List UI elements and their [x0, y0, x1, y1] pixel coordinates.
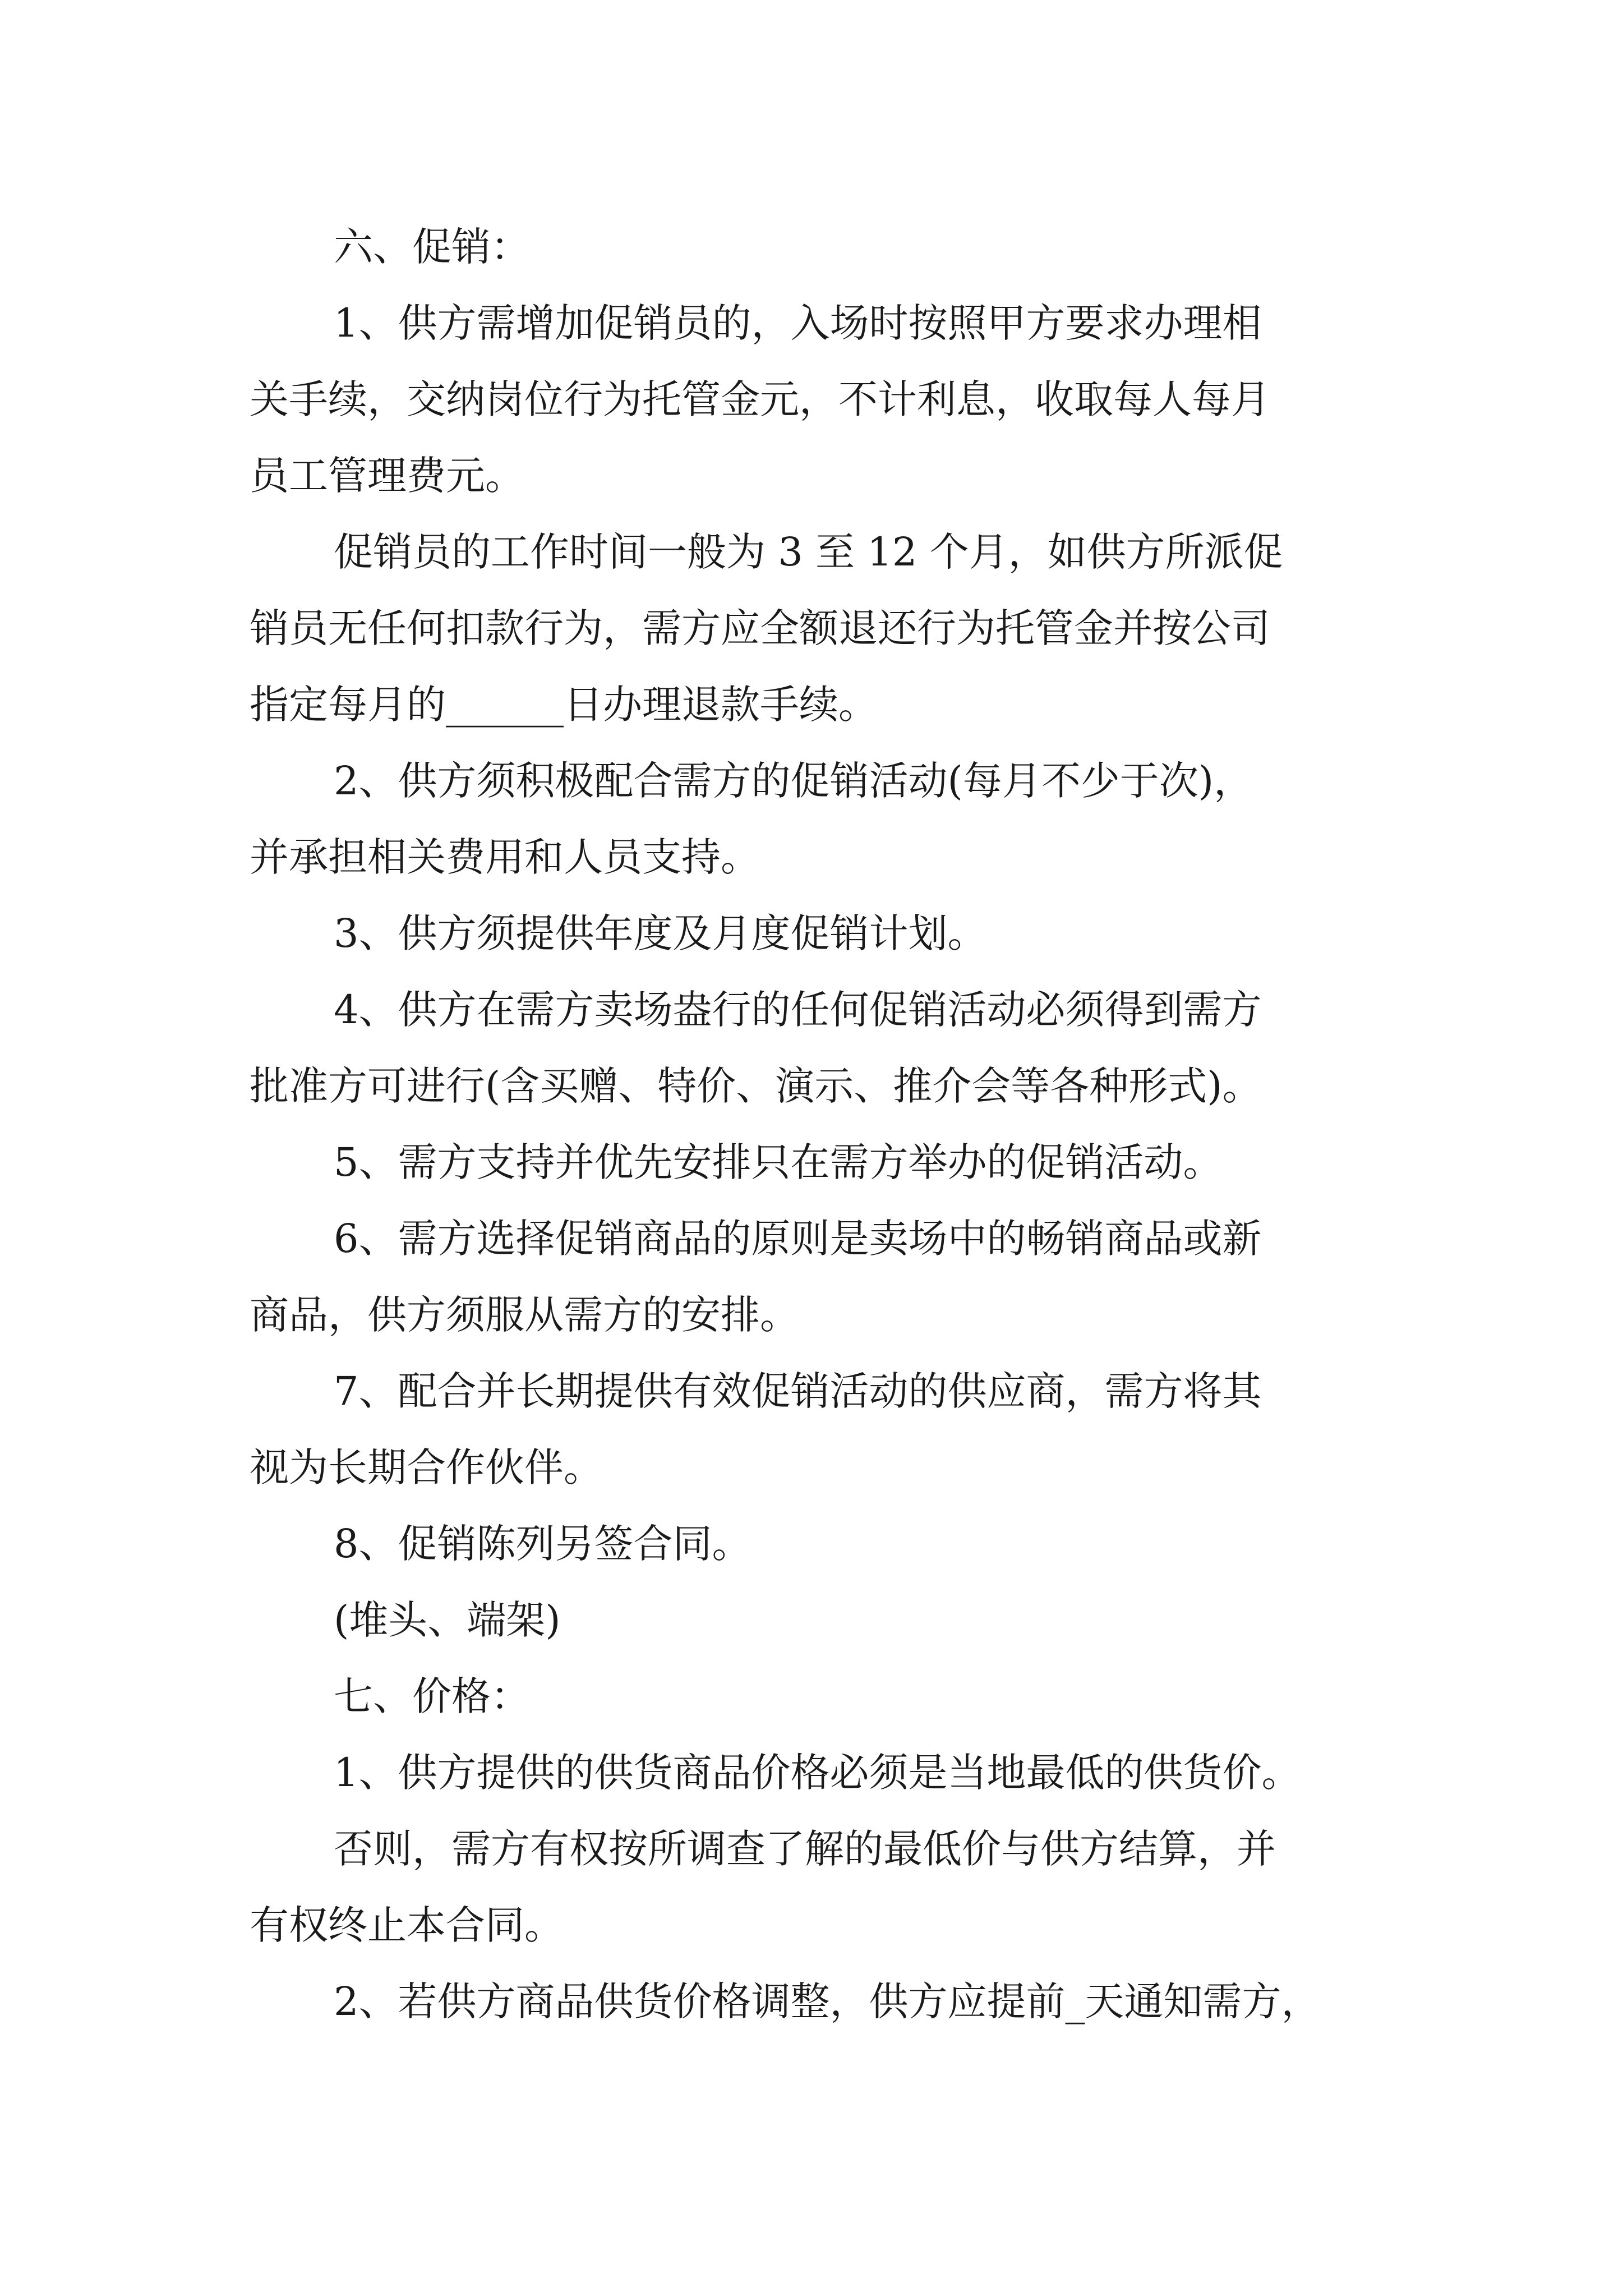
text-line: 7、配合并长期提供有效促销活动的供应商，需方将其 [334, 1368, 1262, 1414]
text-line: 4、供方在需方卖场盎行的任何促销活动必须得到需方 [334, 987, 1262, 1033]
text-line: (堆头、端架) [334, 1597, 561, 1643]
text-line: 否则，需方有权按所调查了解的最低价与供方结算，并 [334, 1826, 1276, 1872]
text-line: 6、需方选择促销商品的原则是卖场中的畅销商品或新 [334, 1216, 1262, 1262]
text-line: 2、若供方商品供货价格调整，供方应提前_天通知需方， [334, 1978, 1321, 2024]
text-line: 指定每月的______日办理退款手续。 [250, 682, 878, 728]
text-line: 8、促销陈列另签合同。 [334, 1521, 751, 1567]
section-heading-price: 七、价格： [334, 1673, 530, 1719]
text-line: 有权终止本合同。 [250, 1902, 564, 1948]
text-line: 批准方可进行(含买赠、特价、演示、推介会等各种形式)。 [250, 1063, 1262, 1109]
text-line: 并承担相关费用和人员支持。 [250, 834, 760, 880]
text-line: 视为长期合作伙伴。 [250, 1444, 603, 1490]
text-line: 1、供方需增加促销员的，入场时按照甲方要求办理相 [334, 300, 1262, 346]
text-line: 促销员的工作时间一般为 3 至 12 个月，如供方所派促 [334, 529, 1283, 575]
text-line: 2、供方须积极配合需方的促销活动(每月不少于次)， [334, 758, 1253, 804]
text-line: 商品，供方须服从需方的安排。 [250, 1292, 799, 1338]
text-line: 5、需方支持并优先安排只在需方举办的促销活动。 [334, 1139, 1223, 1185]
text-line: 关手续，交纳岗位行为托管金元，不计利息，收取每人每月 [250, 376, 1270, 422]
text-line: 1、供方提供的供货商品价格必须是当地最低的供货价。 [334, 1750, 1301, 1796]
text-line: 员工管理费元。 [250, 453, 524, 499]
section-heading-promotion: 六、促销： [334, 224, 530, 270]
document-body [250, 209, 1377, 2040]
text-line: 3、供方须提供年度及月度促销计划。 [334, 910, 987, 956]
text-line: 销员无任何扣款行为，需方应全额退还行为托管金并按公司 [250, 605, 1270, 651]
